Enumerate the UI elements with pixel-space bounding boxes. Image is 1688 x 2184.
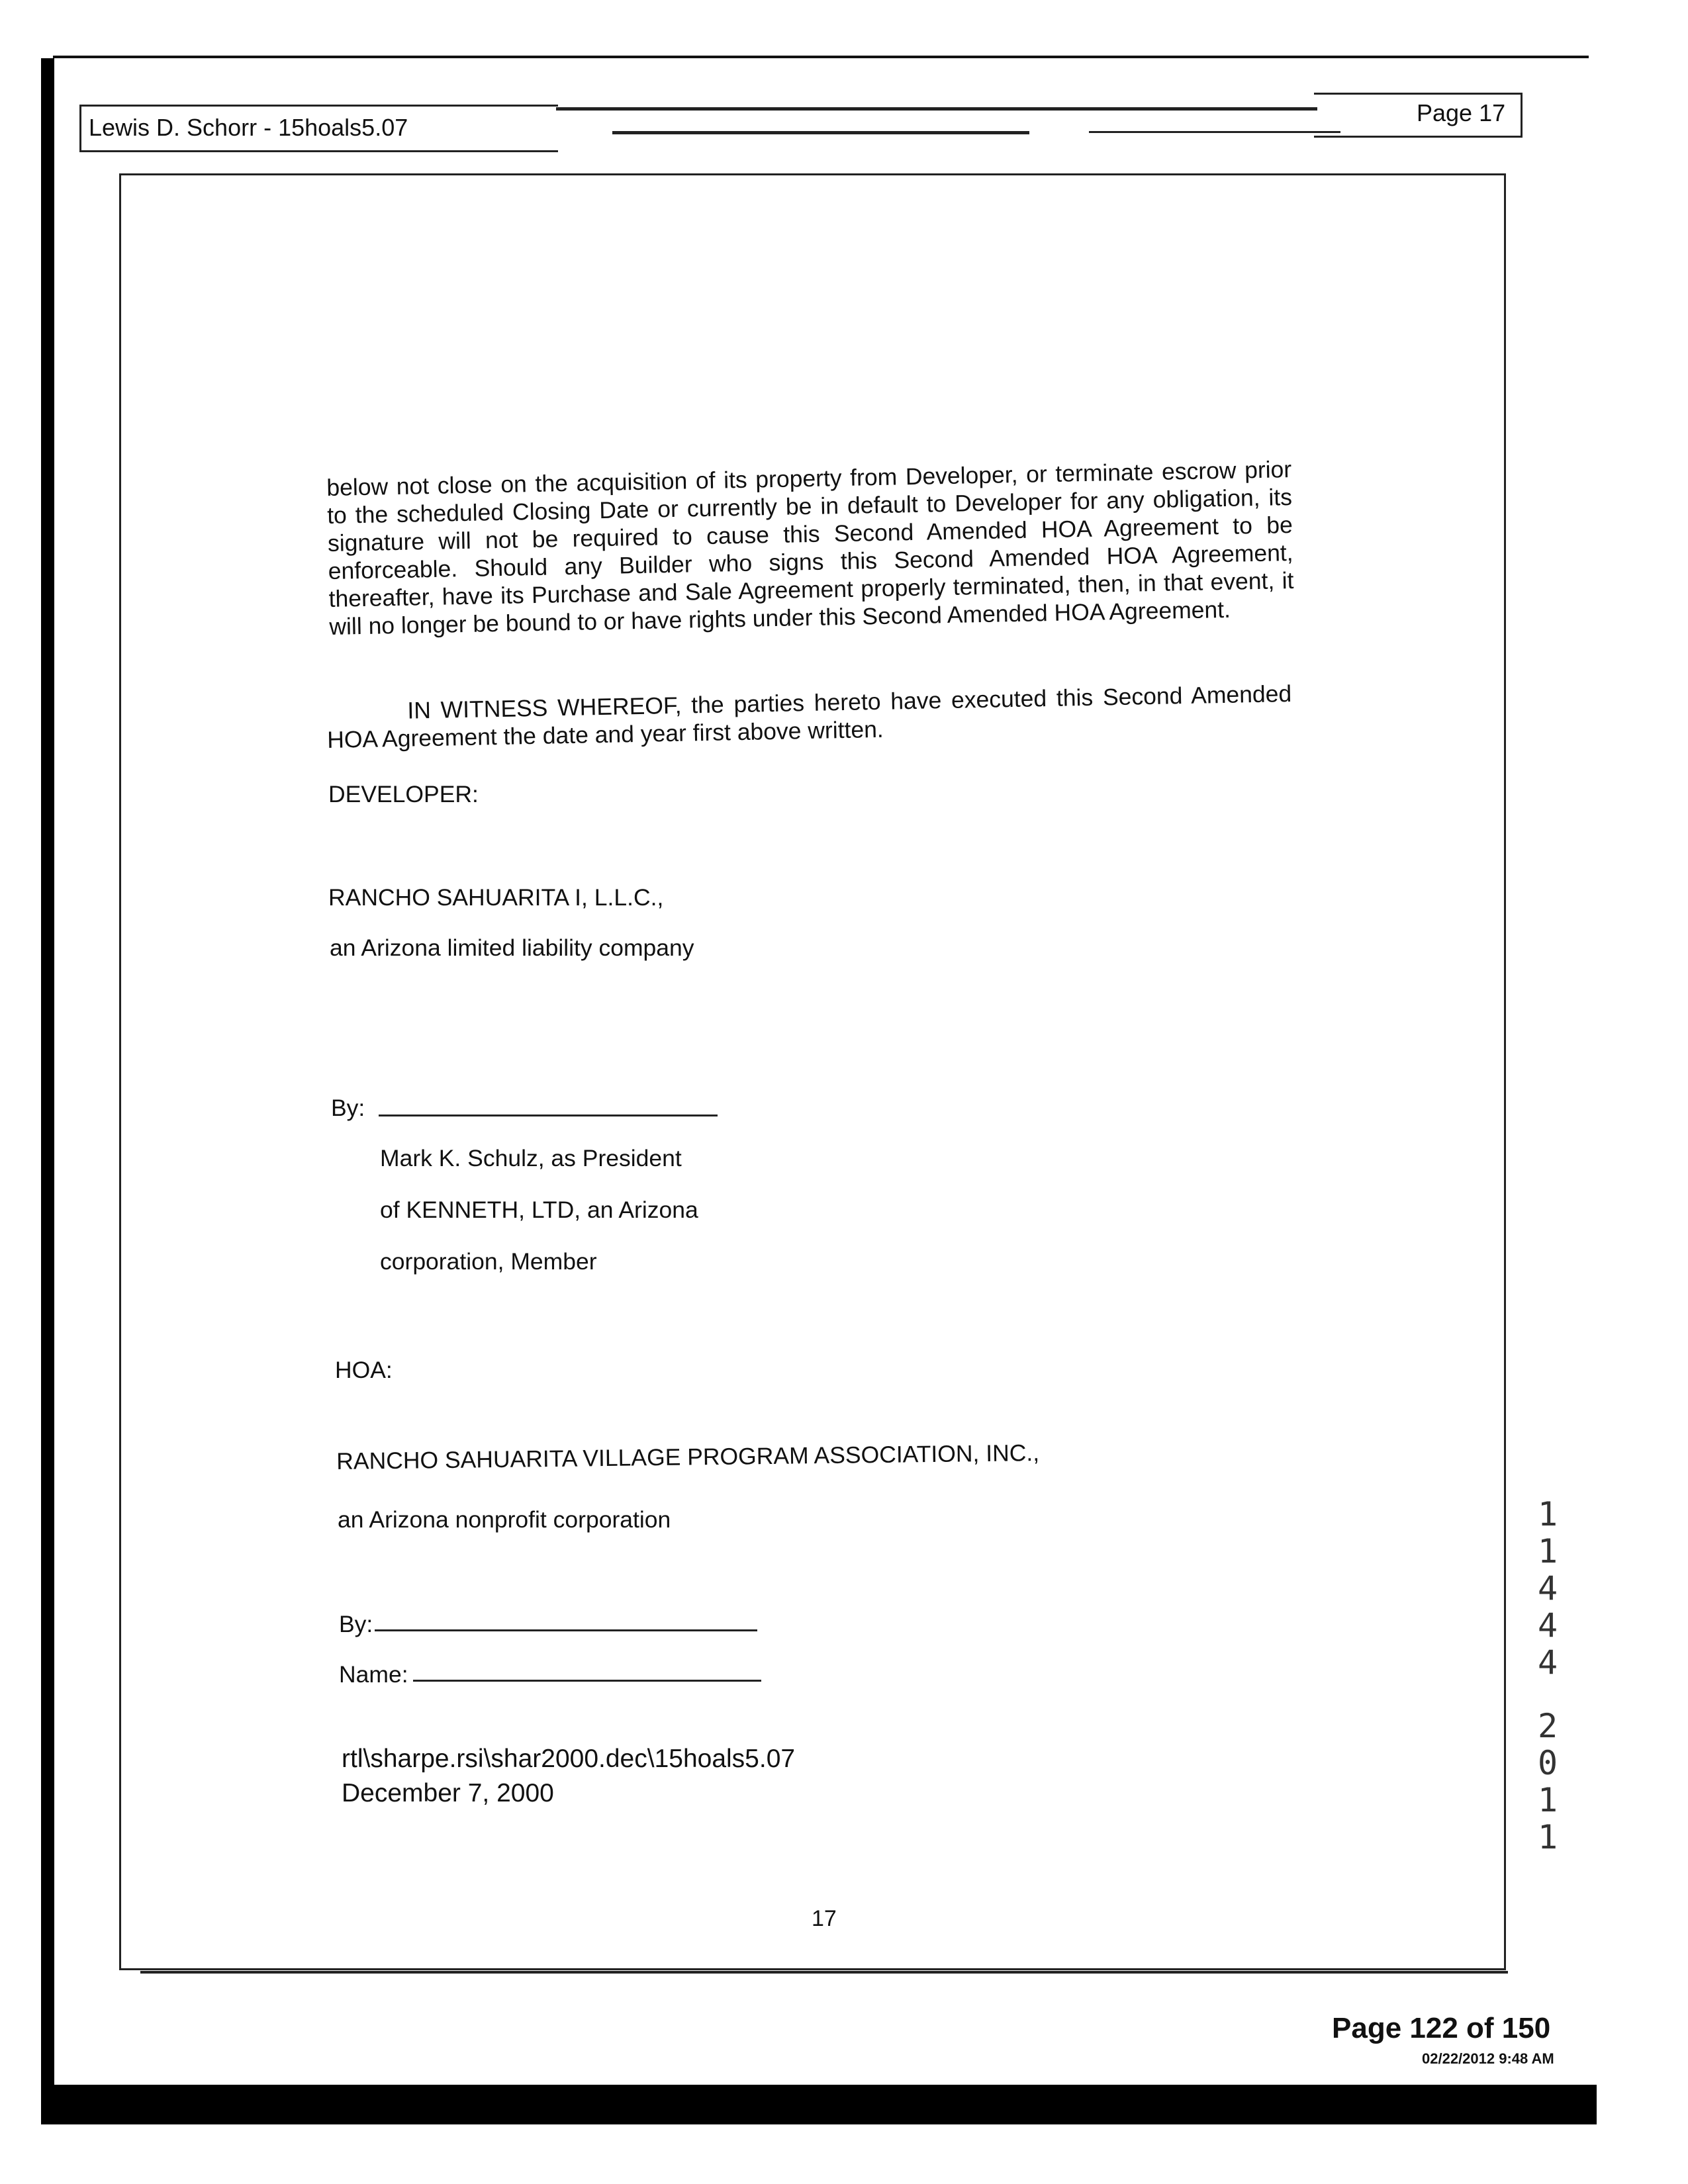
- header-title: Lewis D. Schorr - 15hoals5.07: [89, 114, 408, 141]
- hoa-heading: HOA:: [335, 1357, 393, 1383]
- witness-paragraph: IN WITNESS WHEREOF, the parties hereto have executed this Second Amended HOA Agreement the date and year first above written.: [326, 680, 1292, 753]
- header-rule: [556, 107, 1317, 111]
- developer-heading: DEVELOPER:: [328, 781, 479, 807]
- closing-paragraph: below not close on the acquisition of its property from Developer, or terminate escrow prior to the scheduled Closing Date or currently be in default to Developer for any obligation, its signature will not be required to cause this Second Amended HOA Agreement to be enforceable. Should any Builder who signs this Second Amended HOA Agreement, thereafter, have its Purchase and Sale Agreement properly terminated, then, in that event, it will no longer be bound to or have rights under this Second Amended HOA Agreement.: [326, 456, 1294, 640]
- developer-by-label: By:: [331, 1095, 365, 1121]
- stamp-char: 2: [1537, 1707, 1558, 1745]
- file-path: rtl\sharpe.rsi\shar2000.dec\15hoals5.07: [342, 1745, 796, 1773]
- stamp-char: 0: [1537, 1744, 1558, 1782]
- stamp-char: 1: [1537, 1495, 1558, 1533]
- scan-border-bottom: [41, 2085, 1597, 2124]
- hoa-name: RANCHO SAHUARITA VILLAGE PROGRAM ASSOCIATION, INC.,: [336, 1439, 1040, 1475]
- developer-name: RANCHO SAHUARITA I, L.L.C.,: [328, 884, 664, 911]
- stamp-char: 4: [1537, 1569, 1558, 1608]
- header-page-label: Page 17: [1417, 99, 1506, 126]
- stamp-char: 4: [1537, 1606, 1558, 1645]
- side-stamp: [1534, 1496, 1561, 1856]
- stamp-char: 1: [1537, 1818, 1558, 1856]
- document-page-shadow: [140, 1971, 1508, 1974]
- hoa-name-label: Name:: [339, 1661, 408, 1688]
- stamp-char: 1: [1537, 1781, 1558, 1819]
- signer-line-2: of KENNETH, LTD, an Arizona: [380, 1197, 698, 1223]
- hoa-signature-line: [375, 1629, 757, 1631]
- developer-description: an Arizona limited liability company: [330, 934, 694, 961]
- header-rule-segment: [1089, 131, 1340, 133]
- footer-timestamp: 02/22/2012 9:48 AM: [1422, 2050, 1554, 2067]
- hoa-by-label: By:: [339, 1611, 373, 1637]
- stamp-char: 4: [1537, 1643, 1558, 1682]
- signer-line-1: Mark K. Schulz, as President: [380, 1145, 682, 1171]
- stamp-gap: [1534, 1681, 1561, 1707]
- developer-signature-line: [379, 1115, 718, 1116]
- hoa-printed-name-line: [413, 1680, 761, 1682]
- scan-border-left: [41, 58, 54, 2124]
- document-date: December 7, 2000: [342, 1779, 554, 1807]
- scan-border-top: [53, 56, 1589, 58]
- document-page-border: [119, 173, 1506, 1970]
- header-rule-segment: [612, 131, 1029, 134]
- signer-line-3: corporation, Member: [380, 1248, 597, 1275]
- page-number: 17: [812, 1906, 837, 1931]
- stamp-char: 1: [1537, 1532, 1558, 1570]
- hoa-description: an Arizona nonprofit corporation: [338, 1506, 671, 1533]
- footer-page-count: Page 122 of 150: [1332, 2012, 1551, 2044]
